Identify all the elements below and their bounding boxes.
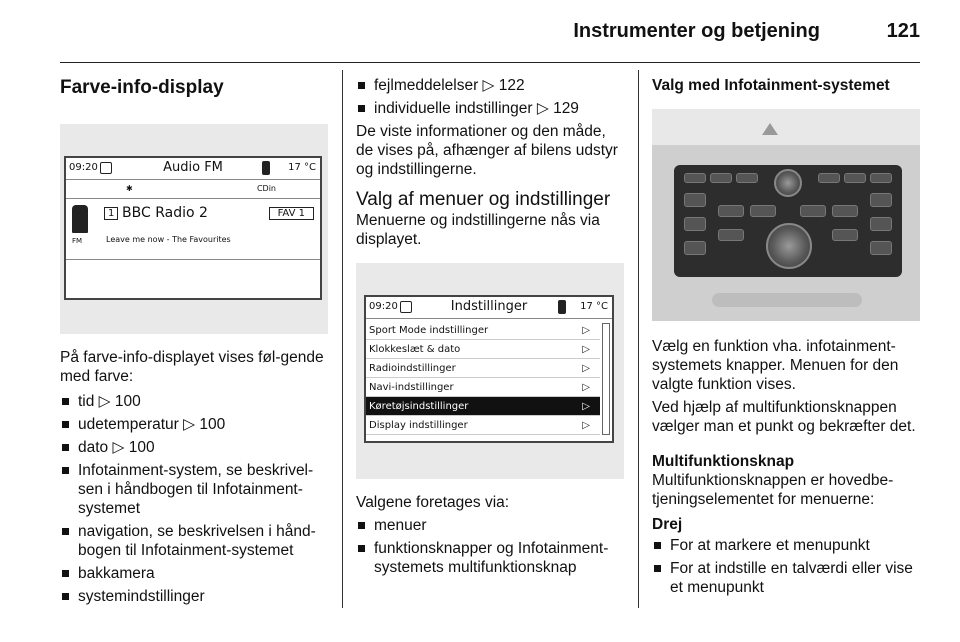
section-heading: Valg med Infotainment-systemet: [652, 77, 890, 94]
header-rule: [60, 62, 920, 63]
color-display-list: [60, 392, 328, 606]
thermometer-icon: [262, 161, 270, 175]
audio-display-figure: [60, 124, 328, 334]
source-title: Audio FM: [163, 160, 223, 175]
menu-title: Indstillinger: [450, 299, 528, 314]
menu-item[interactable]: Navi-indstillinger ▷: [366, 378, 600, 397]
column-3: [652, 76, 922, 601]
list-item: funktionsknapper og Infotainment-systemets multifunktionsknap: [356, 539, 624, 577]
list-item: udetemperatur ▷ 100: [60, 415, 328, 434]
intro-text: På farve-info-displayet vises føl-gende med farve:: [60, 349, 324, 385]
page-header: [60, 18, 920, 64]
fav-badge: FAV 1: [269, 207, 314, 220]
list-item: For at indstille en talværdi eller vise et menupunkt: [652, 559, 922, 597]
band-label: FM: [72, 237, 83, 245]
list-item: systemindstillinger: [60, 587, 328, 606]
station-area: [66, 198, 320, 260]
column-divider-2: [638, 70, 639, 608]
info-paragraph: De viste informationer og den måde, de vises på, afhænger af bilens udstyr og indstillingerne.: [356, 123, 618, 178]
clock: 09:20: [369, 301, 398, 312]
column-1: [60, 76, 328, 610]
paragraph: Ved hjælp af multifunktionsknappen vælger man et punkt og bekræfter det.: [652, 399, 916, 435]
clock: 09:20: [69, 162, 98, 173]
list-item: For at markere et menupunkt: [652, 536, 922, 555]
top-list: [356, 76, 624, 118]
list-item: fejlmeddelelser ▷ 122: [356, 76, 624, 95]
paragraph: Vælg en funktion vha. infotainment-systemets knapper. Menuen for den valgte funktion vises.: [652, 338, 899, 393]
preset-number: 1: [104, 207, 118, 220]
list-item: Infotainment-system, se beskrivel-sen i håndbogen til Infotainment-systemet: [60, 461, 328, 518]
menu-item[interactable]: Display indstillinger ▷: [366, 416, 600, 435]
column-divider-1: [342, 70, 343, 608]
column-2: [356, 76, 624, 581]
radio-icon: [72, 205, 88, 233]
settings-screen: [364, 295, 614, 443]
audio-screen: [64, 156, 322, 300]
list-item: navigation, se beskrivelsen i hånd-bogen til Infotainment-systemet: [60, 522, 328, 560]
scrollbar[interactable]: [602, 323, 610, 435]
menu-item[interactable]: Sport Mode indstillinger ▷: [366, 321, 600, 340]
outside-temp: 17 °C: [288, 162, 316, 173]
volume-knob: [774, 169, 802, 197]
chevron-right-icon: ▷: [582, 420, 590, 431]
chevron-right-icon: ▷: [582, 382, 590, 393]
settings-menu: [366, 321, 600, 435]
menu-item[interactable]: Radioindstillinger ▷: [366, 359, 600, 378]
multifunction-knob: [766, 223, 812, 269]
menu-intro: Menuerne og indstillingerne nås via displayet.: [356, 212, 600, 248]
menu-item-selected[interactable]: Køretøjsindstillinger ▷: [366, 397, 600, 416]
infotainment-panel-photo: [652, 109, 920, 321]
track-info: Leave me now - The Favourites: [106, 235, 231, 244]
chevron-right-icon: ▷: [582, 401, 590, 412]
screen-status-bar: [66, 158, 320, 180]
selection-intro: Valgene foretages via:: [356, 494, 510, 511]
settings-display-figure: [356, 263, 624, 479]
hazard-icon: [762, 123, 778, 135]
turn-list: [652, 536, 922, 597]
selection-list: [356, 516, 624, 577]
menu-item[interactable]: Klokkeslæt & dato ▷: [366, 340, 600, 359]
section-title: Farve-info-display: [60, 77, 224, 98]
outside-temp: 17 °C: [580, 301, 608, 312]
chevron-right-icon: ▷: [582, 363, 590, 374]
bluetooth-icon: ✱: [126, 184, 133, 193]
paragraph: Multifunktionsknappen er hovedbe-tjeningselementet for menuerne:: [652, 472, 894, 508]
chevron-right-icon: ▷: [582, 325, 590, 336]
list-item: tid ▷ 100: [60, 392, 328, 411]
station-name: BBC Radio 2: [122, 205, 208, 221]
screen-status-bar: [366, 297, 612, 319]
subheading: Drej: [652, 516, 683, 533]
list-item: menuer: [356, 516, 624, 535]
list-item: dato ▷ 100: [60, 438, 328, 457]
thermometer-icon: [558, 300, 566, 314]
subheading: Multifunktionsknap: [652, 453, 795, 470]
header-title: Instrumenter og betjening: [573, 20, 820, 42]
section-title: Valg af menuer og indstillinger: [356, 189, 611, 210]
list-item: bakkamera: [60, 564, 328, 583]
control-panel: [674, 165, 902, 277]
cdin-label: CDin: [256, 184, 276, 193]
page-number: 121: [886, 20, 920, 42]
chevron-right-icon: ▷: [582, 344, 590, 355]
list-item: individuelle indstillinger ▷ 129: [356, 99, 624, 118]
